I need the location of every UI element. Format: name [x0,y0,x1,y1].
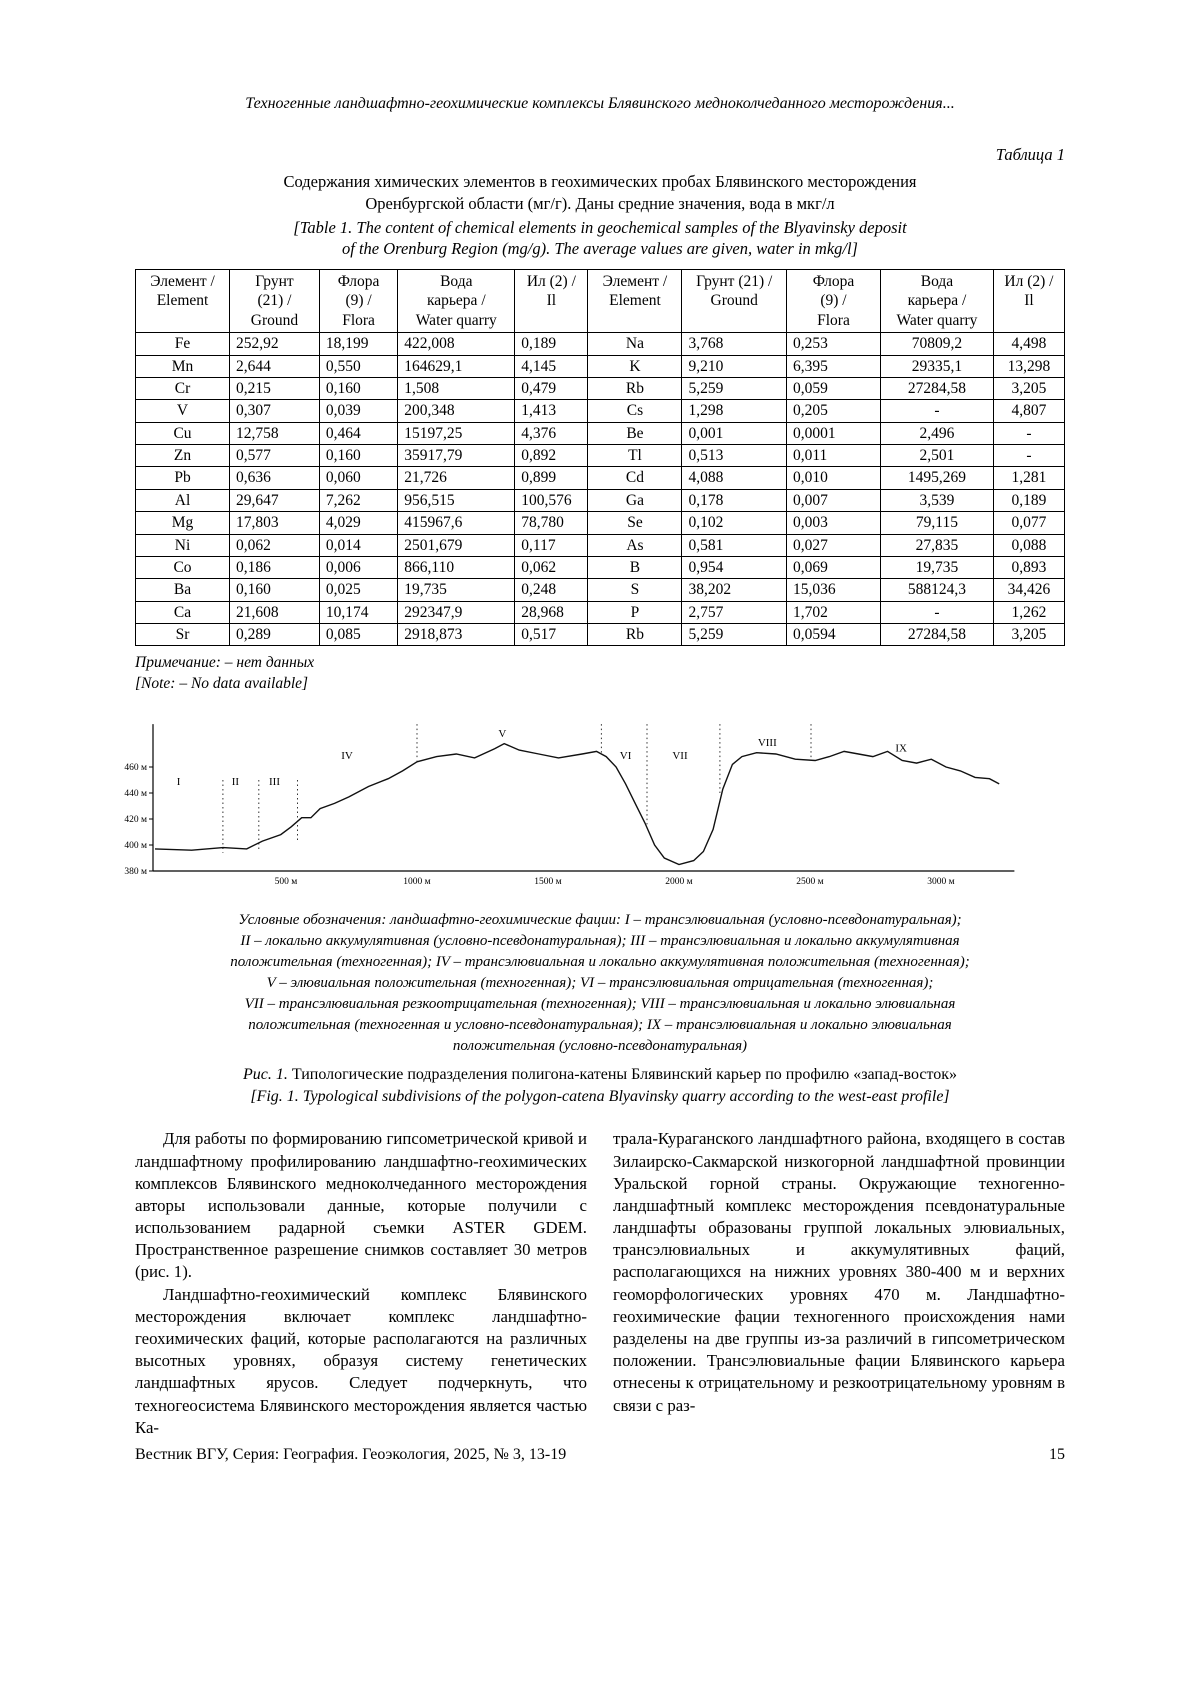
table-row [136,512,1065,534]
value-cell: 13,298 [993,355,1064,377]
value-cell: 4,029 [319,512,397,534]
table-row [136,400,1065,422]
table-row [136,355,1065,377]
value-cell: 1,298 [682,400,786,422]
value-cell: 0,069 [786,556,880,578]
value-cell: 0,014 [319,534,397,556]
value-cell: 956,515 [398,489,515,511]
value-cell: 2918,873 [398,624,515,646]
legend-line: II – локально аккумулятивная (условно-псевдонатуральная); III – трансэлювиальная и локально аккумулятивная [240,933,960,950]
value-cell: 1,281 [993,467,1064,489]
value-cell: 866,110 [398,556,515,578]
value-cell: 27284,58 [881,624,994,646]
table-caption-en-line1: [Table 1. The content of chemical elements in geochemical samples of the Blyavinsky deposit [293,217,907,237]
table-header-row [136,270,1065,333]
figure-caption-ru [135,1064,1065,1086]
svg-text:1000 м: 1000 м [403,877,431,888]
value-cell: 0,027 [786,534,880,556]
value-cell: 0,178 [682,489,786,511]
value-cell: 252,92 [230,333,320,355]
svg-text:III: III [269,776,280,789]
figure-caption-ru-label: Рис. 1. [242,1066,288,1084]
svg-text:VIII: VIII [757,737,777,750]
value-cell: 0,011 [786,445,880,467]
legend-line: положительная (техногенная); IV – трансэлювиальная и локально аккумулятивная положительная (техногенная); [230,954,970,971]
value-cell: 422,008 [398,333,515,355]
value-cell: 2,644 [230,355,320,377]
figure-caption-en: [Fig. 1. Typological subdivisions of the polygon-catena Blyavinsky quarry according to the west-east profile] [250,1088,950,1106]
value-cell: 27284,58 [881,377,994,399]
table-header-cell: Флора (9) / Flora [786,270,880,333]
element-cell: Ba [136,579,230,601]
value-cell: - [993,422,1064,444]
table-caption-en-line2: of the Orenburg Region (mg/g). The average values are given, water in mkg/l] [342,239,858,259]
value-cell: 12,758 [230,422,320,444]
svg-text:VII: VII [672,750,688,763]
value-cell: 200,348 [398,400,515,422]
svg-text:460 м: 460 м [124,763,147,774]
value-cell: 0,039 [319,400,397,422]
body-column-left [135,1128,587,1438]
value-cell: 0,893 [993,556,1064,578]
table-row [136,467,1065,489]
svg-text:440 м: 440 м [124,789,147,800]
value-cell: 4,088 [682,467,786,489]
value-cell: 1,262 [993,601,1064,623]
value-cell: 0,215 [230,377,320,399]
element-cell: Rb [588,624,682,646]
value-cell: 19,735 [881,556,994,578]
element-cell: Zn [136,445,230,467]
svg-text:IX: IX [895,742,908,755]
value-cell: 0,464 [319,422,397,444]
value-cell: 0,517 [515,624,588,646]
figure-caption-ru-text: Типологические подразделения полигона-катены Блявинский карьер по профилю «запад-восток» [287,1066,958,1084]
element-cell: Mg [136,512,230,534]
value-cell: 0,025 [319,579,397,601]
value-cell: 0,006 [319,556,397,578]
legend-line: VII – трансэлювиальная резкоотрицательная (техногенная); VIII – трансэлювиальная и локально элювиальная [244,996,956,1013]
element-cell: Be [588,422,682,444]
table-note [135,653,1065,695]
value-cell: 15,036 [786,579,880,601]
value-cell: 10,174 [319,601,397,623]
page-footer [135,1446,1065,1464]
value-cell: 29335,1 [881,355,994,377]
table-caption-ru-line2: Оренбургской области (мг/г). Даны средние значения, вода в мкг/л [365,193,835,213]
value-cell: 1,413 [515,400,588,422]
element-cell: S [588,579,682,601]
value-cell: 0,088 [993,534,1064,556]
value-cell: 3,768 [682,333,786,355]
value-cell: 2,757 [682,601,786,623]
table-row [136,601,1065,623]
element-cell: Ni [136,534,230,556]
value-cell: 2501,679 [398,534,515,556]
value-cell: 0,077 [993,512,1064,534]
value-cell: 100,576 [515,489,588,511]
element-cell: V [136,400,230,422]
element-cell: Cr [136,377,230,399]
svg-text:IV: IV [341,750,353,763]
value-cell: - [993,445,1064,467]
table-caption-en [135,217,1065,261]
value-cell: 164629,1 [398,355,515,377]
value-cell: 27,835 [881,534,994,556]
value-cell: 1,702 [786,601,880,623]
value-cell: - [881,400,994,422]
value-cell: 3,205 [993,377,1064,399]
element-cell: Cs [588,400,682,422]
value-cell: 0,062 [515,556,588,578]
value-cell: 0,001 [682,422,786,444]
value-cell: 15197,25 [398,422,515,444]
table-caption-ru-line1: Содержания химических элементов в геохимических пробах Блявинского месторождения [283,172,917,191]
table-header-cell: Ил (2) / Il [993,270,1064,333]
table-row [136,377,1065,399]
footer-journal-line: Вестник ВГУ, Серия: География. Геоэкология, 2025, № 3, 13-19 [135,1446,567,1463]
svg-text:3000 м: 3000 м [927,877,955,888]
element-cell: P [588,601,682,623]
value-cell: 0,160 [319,445,397,467]
value-cell: 0,513 [682,445,786,467]
value-cell: 1495,269 [881,467,994,489]
table-header-cell: Ил (2) / Il [515,270,588,333]
value-cell: 17,803 [230,512,320,534]
value-cell: 0,189 [515,333,588,355]
value-cell: 4,807 [993,400,1064,422]
table-caption-ru [135,171,1065,215]
value-cell: 0,581 [682,534,786,556]
value-cell: 588124,3 [881,579,994,601]
value-cell: 3,539 [881,489,994,511]
element-cell: Co [136,556,230,578]
value-cell: 0,085 [319,624,397,646]
value-cell: 38,202 [682,579,786,601]
value-cell: 0,060 [319,467,397,489]
value-cell: 0,010 [786,467,880,489]
value-cell: 0,307 [230,400,320,422]
value-cell: 0,248 [515,579,588,601]
value-cell: 0,253 [786,333,880,355]
svg-text:420 м: 420 м [124,815,147,826]
table-header-cell: Вода карьера / Water quarry [881,270,994,333]
value-cell: 0,160 [230,579,320,601]
elevation-profile-chart [123,721,1023,891]
value-cell: 35917,79 [398,445,515,467]
table-row [136,445,1065,467]
table-row [136,624,1065,646]
value-cell: 0,899 [515,467,588,489]
value-cell: 0,205 [786,400,880,422]
element-cell: Se [588,512,682,534]
svg-text:500 м: 500 м [274,877,298,888]
value-cell: 5,259 [682,624,786,646]
value-cell: 4,376 [515,422,588,444]
value-cell: 0,160 [319,377,397,399]
table-note-ru: Примечание: – нет данных [135,654,315,672]
figure-1 [123,721,1065,896]
value-cell: 18,199 [319,333,397,355]
element-cell: Pb [136,467,230,489]
svg-text:I: I [176,776,181,789]
value-cell: 0,479 [515,377,588,399]
legend-line: V – элювиальная положительная (техногенная); VI – трансэлювиальная отрицательная (техногенная); [266,975,934,992]
element-cell: Ga [588,489,682,511]
value-cell: 0,954 [682,556,786,578]
value-cell: 29,647 [230,489,320,511]
value-cell: 0,636 [230,467,320,489]
value-cell: 79,115 [881,512,994,534]
table-label: Таблица 1 [995,145,1065,164]
table-header-cell: Флора (9) / Flora [319,270,397,333]
value-cell: 3,205 [993,624,1064,646]
element-cell: B [588,556,682,578]
value-cell: 5,259 [682,377,786,399]
value-cell: 0,189 [993,489,1064,511]
element-cell: Ca [136,601,230,623]
value-cell: 2,501 [881,445,994,467]
svg-text:380 м: 380 м [124,867,147,878]
value-cell: 292347,9 [398,601,515,623]
value-cell: 78,780 [515,512,588,534]
element-cell: Tl [588,445,682,467]
element-cell: Mn [136,355,230,377]
table-row [136,489,1065,511]
figure-caption [135,1064,1065,1108]
svg-text:2000 м: 2000 м [665,877,693,888]
element-cell: Na [588,333,682,355]
value-cell: 415967,6 [398,512,515,534]
paragraph: Ландшафтно-геохимический комплекс Блявинского месторождения включает комплекс ландшафтно-геохимических фаций, которые располагаются на различных высотных уровнях, образуя систему генетических ландшафтных ярусов. Следует подчеркнуть, что техногеосистема Блявинского месторождения является частью Ка- [135,1284,587,1437]
element-cell: Sr [136,624,230,646]
value-cell: 0,577 [230,445,320,467]
body-column-right [613,1128,1065,1438]
value-cell: 0,062 [230,534,320,556]
value-cell: 0,0594 [786,624,880,646]
table-note-en: [Note: – No data available] [135,675,309,693]
table-header-cell: Элемент / Element [588,270,682,333]
element-cell: As [588,534,682,556]
value-cell: 4,145 [515,355,588,377]
value-cell: 4,498 [993,333,1064,355]
element-cell: Fe [136,333,230,355]
element-cell: Al [136,489,230,511]
value-cell: 34,426 [993,579,1064,601]
legend-line: Условные обозначения: ландшафтно-геохимические фации: I – трансэлювиальная (условно-псевдонатуральная); [238,912,962,929]
figure-legend [135,910,1065,1057]
value-cell: 21,608 [230,601,320,623]
value-cell: 1,508 [398,377,515,399]
value-cell: 9,210 [682,355,786,377]
svg-text:VI: VI [619,750,632,763]
value-cell: 2,496 [881,422,994,444]
table-header-cell: Грунт (21) / Ground [230,270,320,333]
value-cell: 0,003 [786,512,880,534]
value-cell: 6,395 [786,355,880,377]
value-cell: 0,007 [786,489,880,511]
chemical-elements-table [135,269,1065,646]
value-cell: 0,892 [515,445,588,467]
table-row [136,556,1065,578]
value-cell: 70809,2 [881,333,994,355]
value-cell: - [881,601,994,623]
body-text [135,1128,1065,1438]
legend-line: положительная (условно-псевдонатуральная) [452,1038,748,1055]
svg-text:400 м: 400 м [124,841,147,852]
value-cell: 28,968 [515,601,588,623]
svg-text:II: II [231,776,240,789]
svg-text:V: V [498,728,507,741]
value-cell: 0,0001 [786,422,880,444]
table-row [136,579,1065,601]
value-cell: 0,117 [515,534,588,556]
table-row [136,333,1065,355]
footer-page-number: 15 [1049,1446,1065,1463]
element-cell: Cu [136,422,230,444]
value-cell: 0,186 [230,556,320,578]
value-cell: 0,550 [319,355,397,377]
legend-line: положительная (техногенная и условно-псевдонатуральная); IX – трансэлювиальная и локально элювиальная [248,1017,952,1034]
table-row [136,534,1065,556]
value-cell: 19,735 [398,579,515,601]
element-cell: K [588,355,682,377]
svg-text:1500 м: 1500 м [534,877,562,888]
table-header-cell: Грунт (21) / Ground [682,270,786,333]
element-cell: Rb [588,377,682,399]
running-head: Техногенные ландшафтно-геохимические комплексы Блявинского медноколчеданного месторождения... [245,95,955,112]
element-cell: Cd [588,467,682,489]
value-cell: 21,726 [398,467,515,489]
table-header-cell: Элемент / Element [136,270,230,333]
paragraph: трала-Кураганского ландшафтного района, входящего в состав Зилаирско-Сакмарской низкогорной ландшафтной провинции Уральской горной страны. Окружающие техногенно-ландшафтный комплекс месторождения псевдонатуральные ландшафты образованы группой локальных элювиальных, трансэлювиальных и аккумулятивных фаций, располагающихся на нижних уровнях 380-400 м и верхних геоморфологических уровнях 470 м. Ландшафтно-геохимические фации техногенного происхождения нами разделены на две группы из-за различий в гипсометрическом положении. Трансэлювиальные фации Блявинского карьера отнесены к отрицательному и резкоотрицательному уровням в связи с раз- [613,1129,1065,1415]
svg-text:2500 м: 2500 м [796,877,824,888]
value-cell: 0,059 [786,377,880,399]
table-header-cell: Вода карьера / Water quarry [398,270,515,333]
value-cell: 0,289 [230,624,320,646]
table-row [136,422,1065,444]
value-cell: 7,262 [319,489,397,511]
value-cell: 0,102 [682,512,786,534]
paragraph: Для работы по формированию гипсометрической кривой и ландшафтному профилированию ландшафтно-геохимических комплексов Блявинского медноколчеданного месторождения авторы использовали данные, которые получили с использованием радарной съемки ASTER GDEM. Пространственное разрешение снимков составляет 30 метров (рис. 1). [135,1129,587,1282]
